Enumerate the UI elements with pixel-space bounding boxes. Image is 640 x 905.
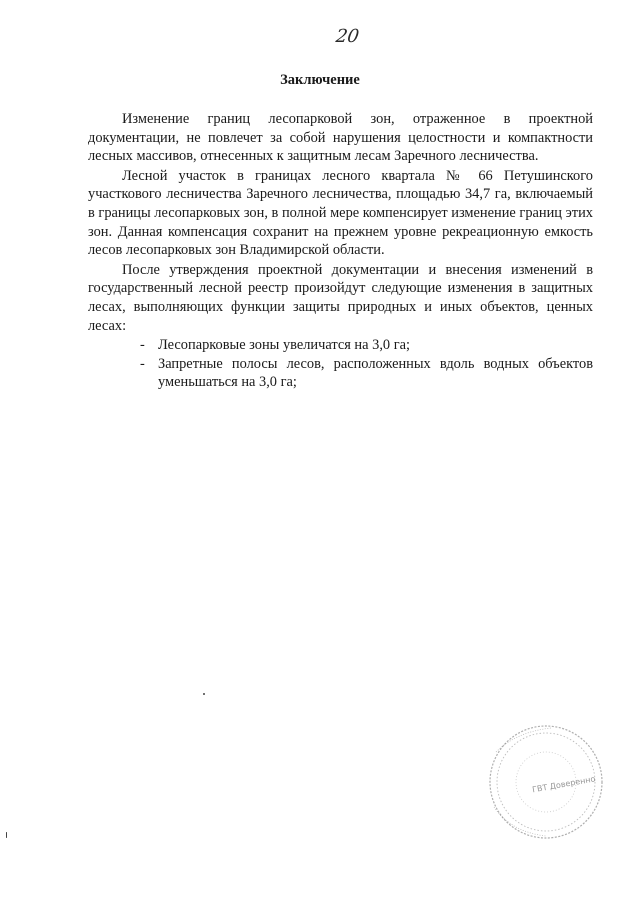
changes-list — [88, 336, 593, 392]
list-item-text: Запретные полосы лесов, расположенных вдоль водных объектов уменьшаться на 3,0 га; — [158, 355, 593, 391]
paragraph-1: Изменение границ лесопарковой зон, отраженное в проектной документации, не повлечет за собой нарушения целостности и компактности лесных массивов, отнесенных к защитным лесам Заречного лесничества. — [88, 111, 593, 165]
list-item — [88, 336, 593, 355]
document-title: Заключение — [280, 72, 360, 88]
page-number: 20 — [334, 26, 361, 47]
scan-speck — [6, 832, 7, 838]
document-body — [88, 110, 593, 392]
paragraph-2: Лесной участок в границах лесного квартала № 66 Петушинского участкового лесничества Заречного лесничества, площадью 34,7 га, включаемый в границы лесопарковых зон, в полной мере компенсирует изменение границ этих зон. Данная компенсация сохранит на прежнем уровне рекреационную емкость лесов лесопарковых зон Владимирской области. — [88, 167, 593, 259]
paragraph-3: После утверждения проектной документации и внесения изменений в государственный лесной реестр произойдут следующие изменения в защитных лесах, выполняющих функции защиты природных и иных объектов, ценных лесах: — [88, 261, 593, 334]
list-item — [88, 355, 593, 392]
list-dash: - — [140, 355, 145, 372]
list-item-text: Лесопарковые зоны увеличатся на 3,0 га; — [158, 337, 410, 354]
official-stamp — [466, 712, 606, 847]
scan-speck — [203, 693, 205, 695]
stamp-text: ГВТ Доверенно — [531, 774, 597, 795]
list-dash: - — [140, 337, 145, 354]
